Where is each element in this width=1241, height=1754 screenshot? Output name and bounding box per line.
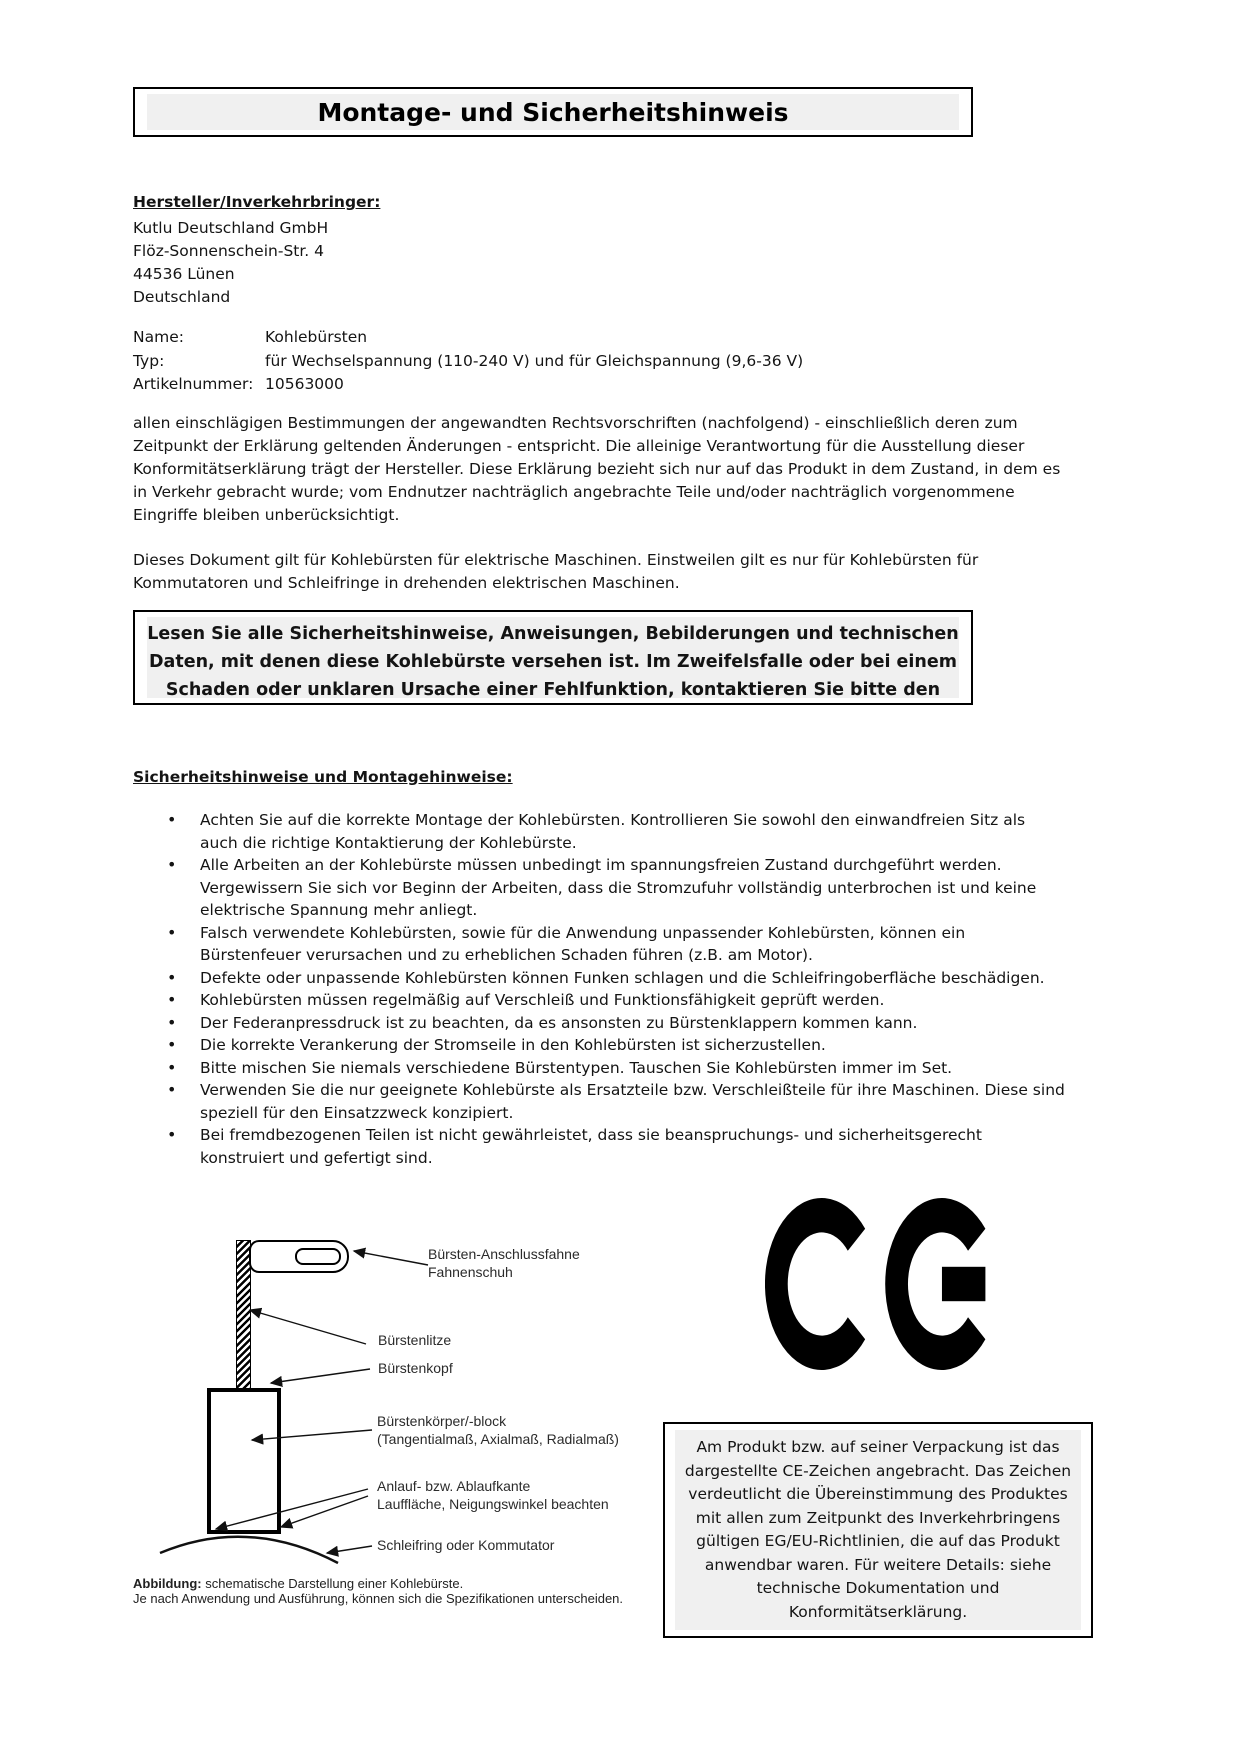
label-litze: Bürstenlitze	[378, 1332, 452, 1348]
product-name-label: Name:	[133, 328, 184, 346]
bullet-item	[163, 854, 1073, 922]
bullet-item	[163, 1124, 1073, 1169]
bullet-line: Vergewissern Sie sich vor Beginn der Arbeiten, dass die Stromzufuhr vollständig unterbrochen ist und keine	[200, 878, 1037, 897]
label-edge	[377, 1477, 609, 1513]
manufacturer-city: 44536 Lünen	[133, 265, 235, 283]
ce-info-line: technische Dokumentation und	[756, 1579, 1000, 1597]
arrow-litze	[250, 1310, 366, 1344]
bullet-line: elektrische Spannung mehr anliegt.	[200, 901, 478, 919]
scope-line: Kommutatoren und Schleifringe in drehenden elektrischen Maschinen.	[133, 574, 680, 592]
title-box-fill	[147, 94, 959, 130]
bullet-line: Bürstenfeuer verursachen und zu erheblichen Schaden führen (z.B. am Motor).	[200, 946, 813, 964]
label-connector	[428, 1245, 580, 1281]
declaration-line: Eingriffe bleiben unberücksichtigt.	[133, 506, 400, 524]
warning-box	[133, 610, 973, 705]
brush-body	[207, 1388, 281, 1534]
ce-info-line: anwendbar waren. Für weitere Details: siehe	[704, 1555, 1052, 1574]
warning-line: Daten, mit denen diese Kohlebürste versehen ist. Im Zweifelsfalle oder bei einem	[149, 652, 957, 672]
product-type-label: Typ:	[133, 351, 165, 370]
bullet-item	[163, 922, 1073, 967]
ce-info-line: Konformitätserklärung.	[788, 1602, 968, 1621]
arrow-edge-right	[281, 1496, 368, 1527]
arrow-slipring	[327, 1546, 372, 1553]
bullet-item	[163, 809, 1073, 854]
safety-bullet-list	[163, 809, 1073, 1169]
warning-line: Schaden oder unklaren Ursache einer Fehlfunktion, kontaktieren Sie bitte den	[165, 680, 941, 698]
label-body-line2: (Tangentialmaß, Axialmaß, Radialmaß)	[377, 1431, 619, 1447]
ce-info-box-fill	[675, 1430, 1081, 1630]
bullet-item	[163, 967, 1073, 990]
label-edge-line2: Lauffläche, Neigungswinkel beachten	[377, 1496, 609, 1512]
product-type-value: für Wechselspannung (110-240 V) und für Gleichspannung (9,6-36 V)	[265, 351, 804, 370]
label-body-line1: Bürstenkörper/-block	[377, 1413, 507, 1429]
product-row-name	[133, 326, 803, 350]
label-connector-line2: Fahnenschuh	[428, 1264, 513, 1280]
bullet-line: • Die korrekte Verankerung der Stromseile in den Kohlebürsten ist sicherzustellen.	[200, 1036, 826, 1054]
label-edge-line1: Anlauf- bzw. Ablaufkante	[377, 1478, 531, 1494]
bullet-line: • Bei fremdbezogenen Teilen ist nicht gewährleistet, dass sie beanspruchungs- und sicherheitsgerecht	[200, 1126, 982, 1144]
ce-info-line: dargestellte CE-Zeichen angebracht. Das Zeichen	[684, 1461, 1072, 1480]
manufacturer-address	[133, 217, 328, 309]
connector-lug	[249, 1240, 349, 1273]
manufacturer-street: Flöz-Sonnenschein-Str. 4	[133, 242, 325, 260]
product-table	[133, 326, 803, 397]
bullet-line: • Bitte mischen Sie niemals verschiedene Bürstentypen. Tauschen Sie Kohlebürsten immer im Set.	[200, 1058, 953, 1077]
declaration-line: Konformitätserklärung trägt der Hersteller. Diese Erklärung bezieht sich nur auf das Produkt in dem Zustand, in dem es	[133, 460, 1061, 478]
slipring-arc	[160, 1537, 338, 1563]
safety-heading: Sicherheitshinweise und Montagehinweise:	[133, 768, 513, 786]
ce-info-text	[685, 1436, 1071, 1624]
warning-text	[147, 620, 958, 698]
product-row-type	[133, 350, 803, 374]
ce-info-box	[663, 1422, 1093, 1638]
declaration-line: allen einschlägigen Bestimmungen der angewandten Rechtsvorschriften (nachfolgend) - einschließlich deren zum	[133, 414, 1018, 432]
figure-caption-line2: Je nach Anwendung und Ausführung, können sich die Spezifikationen unterscheiden.	[133, 1591, 624, 1606]
bullet-line: • Achten Sie auf die korrekte Montage der Kohlebürsten. Kontrollieren Sie sowohl den einwandfreien Sitz als	[200, 811, 1026, 829]
bullet-item	[163, 1034, 1073, 1057]
bullet-item	[163, 989, 1073, 1012]
ce-info-line: gültigen EG/EU-Richtlinien, die auf das Produkt	[696, 1532, 1060, 1550]
ce-info-line: verdeutlicht die Übereinstimmung des Produktes	[688, 1485, 1068, 1503]
warning-box-fill	[147, 617, 959, 698]
bullet-item	[163, 1079, 1073, 1124]
product-name-value: Kohlebürsten	[265, 328, 368, 346]
bullet-line: auch die richtige Kontaktierung der Kohlebürste.	[200, 833, 577, 852]
product-row-article	[133, 373, 803, 397]
page-title: Montage- und Sicherheitshinweis	[317, 97, 789, 127]
title-box	[133, 87, 973, 137]
figure-caption	[133, 1576, 623, 1606]
manufacturer-country: Deutschland	[133, 288, 231, 306]
figure-caption-label: Abbildung:	[133, 1576, 202, 1591]
bullet-line: • Defekte oder unpassende Kohlebürsten können Funken schlagen und die Schleifringoberfläche beschädigen.	[200, 968, 1045, 987]
bullet-line: • Kohlebürsten müssen regelmäßig auf Verschleiß und Funktionsfähigkeit geprüft werden.	[200, 991, 885, 1009]
ce-mark-icon	[765, 1198, 993, 1370]
bullet-item	[163, 1012, 1073, 1035]
ce-info-line: mit allen zum Zeitpunkt des Inverkehrbringens	[695, 1508, 1061, 1527]
scope-line: Dieses Dokument gilt für Kohlebürsten für elektrische Maschinen. Einstweilen gilt es nur für Kohlebürsten für	[133, 551, 979, 569]
bullet-line: • Der Federanpressdruck ist zu beachten, da es ansonsten zu Bürstenklappern kommen kann.	[200, 1013, 918, 1032]
arrow-kopf	[271, 1369, 370, 1383]
warning-line: Lesen Sie alle Sicherheitshinweise, Anweisungen, Bebilderungen und technischen	[147, 624, 959, 644]
bullet-line: • Falsch verwendete Kohlebürsten, sowie für die Anwendung unpassender Kohlebürsten, können ein	[200, 923, 966, 942]
bullet-item	[163, 1057, 1073, 1080]
product-article-label: Artikelnummer:	[133, 375, 254, 393]
label-connector-line1: Bürsten-Anschlussfahne	[428, 1246, 580, 1262]
scope-paragraph	[133, 549, 978, 595]
bullet-line: konstruiert und gefertigt sind.	[200, 1148, 433, 1167]
label-kopf: Bürstenkopf	[378, 1360, 453, 1376]
bullet-line: speziell für den Einsatzzweck konzipiert.	[200, 1103, 514, 1122]
label-body	[377, 1412, 619, 1448]
product-article-value: 10563000	[265, 375, 344, 393]
manufacturer-heading: Hersteller/Inverkehrbringer:	[133, 193, 381, 211]
label-slipring: Schleifring oder Kommutator	[377, 1537, 555, 1553]
declaration-line: Zeitpunkt der Erklärung geltenden Änderungen - entspricht. Die alleinige Verantwortung für die Ausstellung dieser	[133, 437, 1025, 455]
manufacturer-company: Kutlu Deutschland GmbH	[133, 219, 329, 237]
connector-lug-hole	[295, 1248, 341, 1265]
declaration-paragraph	[133, 412, 1060, 527]
figure-caption-line1	[133, 1576, 623, 1591]
arrow-connector	[354, 1251, 428, 1265]
bullet-line: • Verwenden Sie die nur geeignete Kohlebürste als Ersatzteile bzw. Verschleißteile für ihre Maschinen. Diese sind	[200, 1081, 1065, 1099]
figure-caption-text: schematische Darstellung einer Kohlebürste.	[201, 1576, 464, 1591]
declaration-line: in Verkehr gebracht wurde; vom Endnutzer nachträglich angebrachte Teile und/oder nachträglich vorgenommene	[133, 483, 1015, 501]
ce-info-line: Am Produkt bzw. auf seiner Verpackung ist das	[696, 1438, 1060, 1456]
bullet-line: • Alle Arbeiten an der Kohlebürste müssen unbedingt im spannungsfreien Zustand durchgeführt werden.	[200, 856, 1002, 874]
